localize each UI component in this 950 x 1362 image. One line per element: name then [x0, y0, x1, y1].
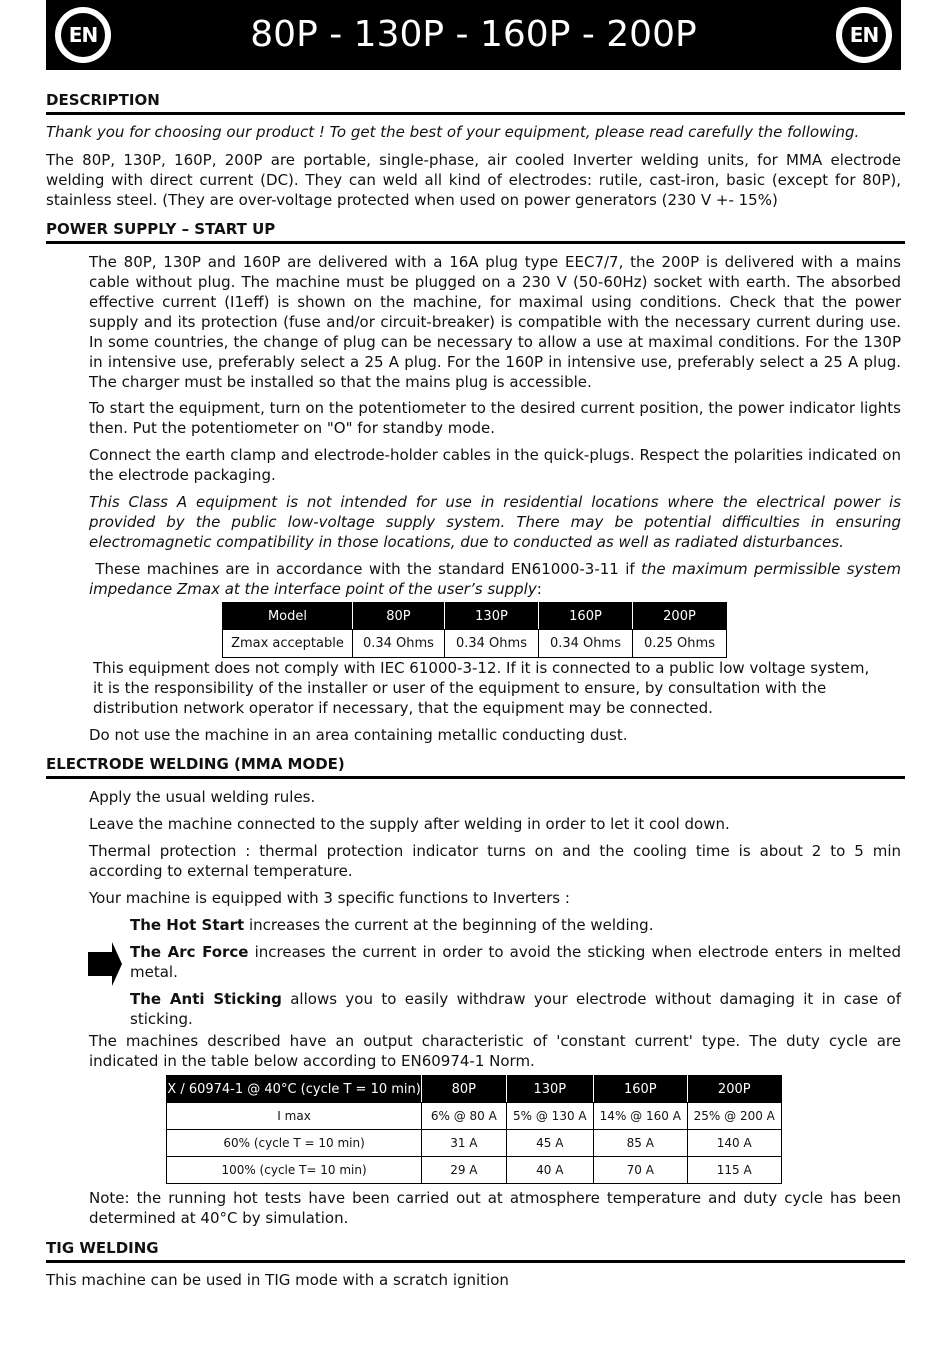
table-row	[167, 1157, 782, 1184]
thermal-protection-paragraph: Thermal protection : thermal protection indicator turns on and the cooling time is about 2 to 5 min according to external temperature.	[89, 842, 901, 880]
duty-cell: 45 A	[506, 1130, 594, 1157]
class-a-warning: This Class A equipment is not intended for use in residential locations where the electrical power is provided by the public low-voltage supply system. There may be potential difficulties in ensuring electromagnetic compatibility in those locations, due to conducted as well as radiated disturbances.	[89, 493, 901, 551]
power-paragraph-2: To start the equipment, turn on the potentiometer to the desired current position, the power indicator lights then. Put the potentiometer on "O" for standby mode.	[89, 399, 901, 437]
zmax-cell: 0.34 Ohms	[352, 630, 444, 658]
tig-paragraph: This machine can be used in TIG mode with a scratch ignition	[46, 1271, 509, 1289]
note-paragraph: Note: the running hot tests have been carried out at atmosphere temperature and duty cycle has been determined at 40°C by simulation.	[89, 1189, 901, 1227]
duty-cell: 70 A	[594, 1157, 687, 1184]
hot-start-text: increases the current at the beginning of the welding.	[244, 916, 654, 934]
table-row	[167, 1103, 782, 1130]
duty-header-cell: 200P	[687, 1076, 781, 1103]
table-row	[167, 1130, 782, 1157]
duty-cell: 85 A	[594, 1130, 687, 1157]
duty-table-header	[167, 1076, 782, 1103]
description-paragraph: The 80P, 130P, 160P, 200P are portable, single-phase, air cooled Inverter welding units, for MMA electrode welding with direct current (DC). They can weld all kind of electrodes: rutile, cast-iron, basic (except for 80P), stainless steel. (They are over-voltage protected when used on power generators (230 V +- 15%)	[46, 151, 901, 209]
hot-start-item	[130, 915, 901, 935]
duty-header-cell: X / 60974-1 @ 40°C (cycle T = 10 min)	[167, 1076, 422, 1103]
zmax-cell: 0.25 Ohms	[632, 630, 726, 658]
mma-paragraph-2: Leave the machine connected to the supply after welding in order to let it cool down.	[89, 815, 730, 833]
duty-cell: 6% @ 80 A	[422, 1103, 506, 1130]
zmax-header-cell: 80P	[352, 603, 444, 630]
duty-cell: 60% (cycle T = 10 min)	[167, 1130, 422, 1157]
arc-force-label: The Arc Force	[130, 943, 249, 961]
zmax-header-cell: 200P	[632, 603, 726, 630]
en-badge-label: EN	[59, 11, 107, 59]
zmax-table	[222, 602, 727, 658]
duty-cell: 31 A	[422, 1130, 506, 1157]
duty-cycle-table	[166, 1075, 782, 1184]
standard-text: These machines are in accordance with the standard EN61000-3-11 if	[95, 560, 642, 578]
anti-sticking-item	[130, 989, 901, 1029]
zmax-cell: 0.34 Ohms	[538, 630, 632, 658]
zmax-cell: Zmax acceptable	[223, 630, 353, 658]
en-badge-label: EN	[840, 11, 888, 59]
duty-header-cell: 160P	[594, 1076, 687, 1103]
duty-cell: 140 A	[687, 1130, 781, 1157]
duty-cell: 100% (cycle T= 10 min)	[167, 1157, 422, 1184]
duty-cell: 40 A	[506, 1157, 594, 1184]
zmax-header-cell: 160P	[538, 603, 632, 630]
duty-header-cell: 130P	[506, 1076, 594, 1103]
section-heading-description: DESCRIPTION	[46, 89, 905, 115]
en-language-badge-right	[836, 7, 892, 63]
zmax-header-cell: Model	[223, 603, 353, 630]
duty-cell: 25% @ 200 A	[687, 1103, 781, 1130]
anti-sticking-label: The Anti Sticking	[130, 990, 282, 1008]
duty-cell: 5% @ 130 A	[506, 1103, 594, 1130]
hot-start-label: The Hot Start	[130, 916, 245, 934]
duty-header-cell: 80P	[422, 1076, 506, 1103]
zmax-definition: the maximum permissible system impedance Zmax at the interface point of the user’s supply	[89, 560, 901, 598]
table-row	[223, 630, 727, 658]
duty-cell: 29 A	[422, 1157, 506, 1184]
section-heading-power-supply: POWER SUPPLY – START UP	[46, 218, 905, 244]
page-title: 80P - 130P - 160P - 200P	[250, 14, 697, 55]
mma-paragraph-1: Apply the usual welding rules.	[89, 788, 316, 806]
section-heading-tig-welding: TIG WELDING	[46, 1237, 905, 1263]
duty-cell: 115 A	[687, 1157, 781, 1184]
intro-text: Thank you for choosing our product ! To get the best of your equipment, please read carefully the following.	[46, 123, 860, 141]
arrow-right-icon	[88, 942, 124, 986]
section-heading-electrode-welding: ELECTRODE WELDING (MMA MODE)	[46, 753, 905, 779]
arc-force-text: increases the current in order to avoid the sticking when electrode enters in melted metal.	[130, 943, 901, 981]
zmax-table-header	[223, 603, 727, 630]
functions-intro: Your machine is equipped with 3 specific functions to Inverters :	[89, 889, 570, 907]
page-header	[46, 0, 901, 70]
power-paragraph-3: Connect the earth clamp and electrode-holder cables in the quick-plugs. Respect the polarities indicated on the electrode packaging.	[89, 446, 901, 484]
iec-compliance-paragraph: This equipment does not comply with IEC 61000-3-12. If it is connected to a public low voltage system, it is the responsibility of the installer or user of the equipment to ensure, by consultation with the distribution network operator if necessary, that the equipment may be connected.	[93, 659, 870, 717]
duty-cell: I max	[167, 1103, 422, 1130]
power-paragraph-1: The 80P, 130P and 160P are delivered with a 16A plug type EEC7/7, the 200P is delivered with a mains cable without plug. The machine must be plugged on a 230 V (50-60Hz) socket with earth. The absorbed effective current (I1eff) is shown on the machine, for maximal using conditions. Check that the power supply and its protection (fuse and/or circuit-breaker) is compatible with the necessary current during use. In some countries, the change of plug can be necessary to allow a use at maximal conditions. For the 130P in intensive use, preferably select a 25 A plug. For the 160P in intensive use, preferably select a 25 A plug. The charger must be installed so that the mains plug is accessible.	[89, 253, 901, 391]
output-characteristic-paragraph: The machines described have an output characteristic of 'constant current' type. The duty cycle are indicated in the table below according to EN60974-1 Norm.	[89, 1032, 901, 1070]
standard-compliance-paragraph	[89, 559, 901, 599]
duty-cell: 14% @ 160 A	[594, 1103, 687, 1130]
zmax-header-cell: 130P	[444, 603, 538, 630]
colon: :	[536, 580, 542, 598]
anti-sticking-text: allows you to easily withdraw your electrode without damaging it in case of sticking.	[130, 990, 902, 1028]
zmax-cell: 0.34 Ohms	[444, 630, 538, 658]
arc-force-item	[130, 942, 901, 982]
dust-warning: Do not use the machine in an area containing metallic conducting dust.	[89, 726, 628, 744]
